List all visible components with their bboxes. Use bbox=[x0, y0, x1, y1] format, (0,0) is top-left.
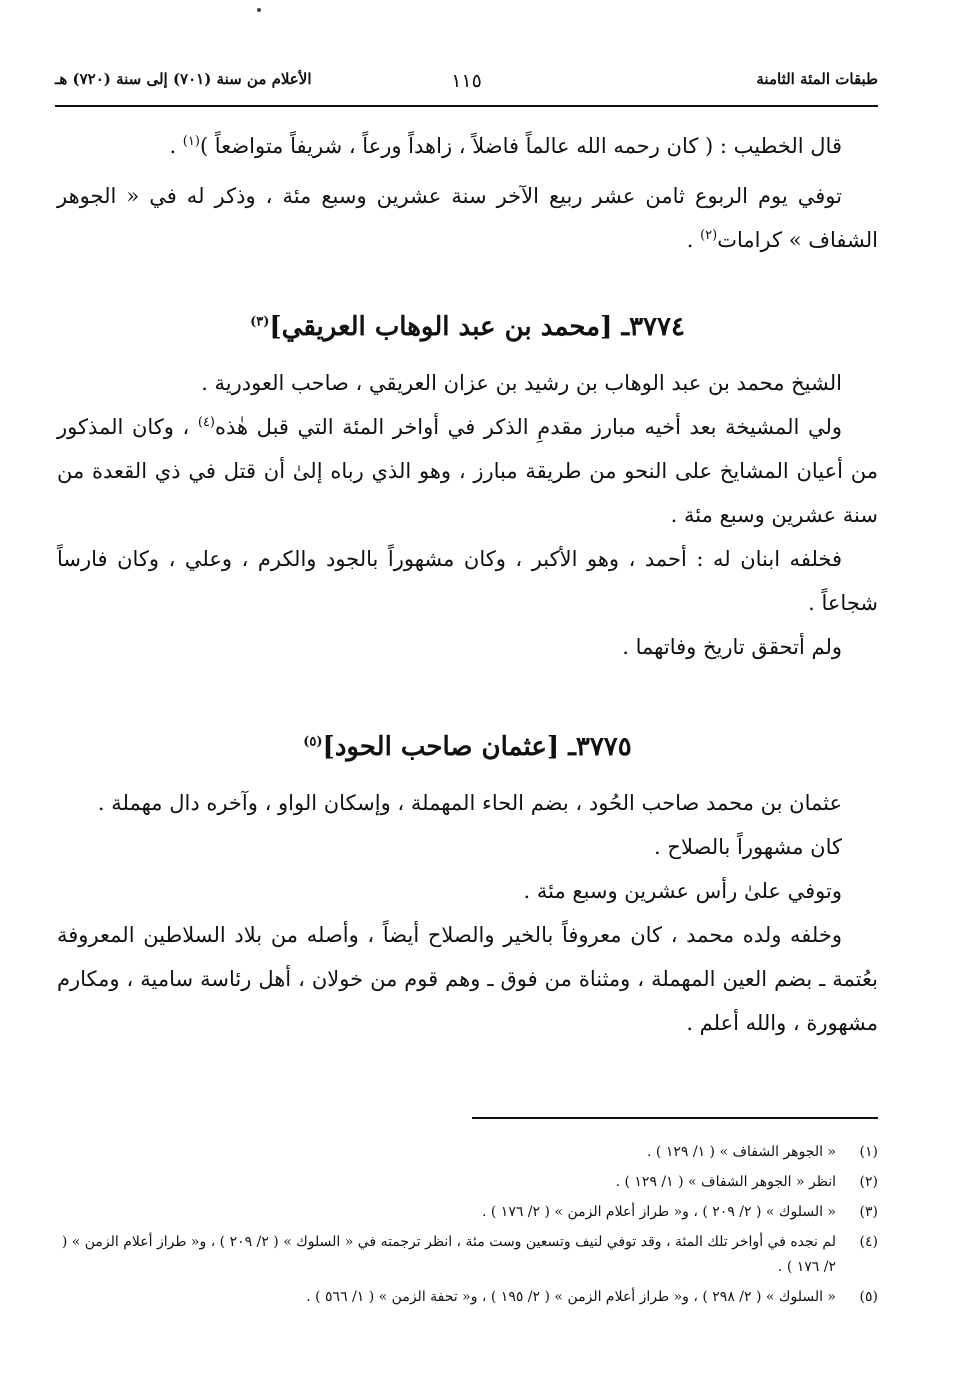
footnote-number: (١) bbox=[859, 1144, 878, 1160]
paragraph: وتوفي علىٰ رأس عشرين وسبع مئة . bbox=[523, 879, 842, 903]
paragraph: عثمان بن محمد صاحب الحُود ، بضم الحاء المهملة ، وإسكان الواو ، وآخره دال مهملة . bbox=[97, 791, 842, 815]
footnote bbox=[57, 1230, 878, 1280]
page-number: ١١٥ bbox=[451, 70, 482, 92]
paragraph: الشيخ محمد بن عبد الوهاب بن رشيد بن عزان العريقي ، صاحب العودرية . bbox=[201, 371, 842, 395]
footnote bbox=[57, 1170, 878, 1195]
footnote-number: (٣) bbox=[859, 1204, 878, 1220]
footnote bbox=[57, 1285, 878, 1310]
paragraph: وخلفه ولده محمد ، كان معروفاً بالخير والصلاح أيضاً ، وأصله من بلاد السلاطين المعروفة بعُتمة ـ بضم العين المهملة ، ومثناة من فوق ـ وهم قوم من خولان ، أهل رئاسة سامية ، ومكارم مشهورة ، والله أعلم . bbox=[57, 923, 878, 1035]
print-speck bbox=[257, 8, 261, 12]
paragraph: ولم أتحقق تاريخ وفاتهما . bbox=[622, 635, 842, 659]
footnote-ref: (٣) bbox=[250, 314, 270, 330]
paragraph: ولي المشيخة بعد أخيه مبارز مقدمِ الذكر في أواخر المئة التي قبل هٰذه$^{(٤)}$ ، وكان المذكور من أعيان المشايخ على النحو من طريقة مبارز ، وهو الذي رباه إلىٰ أن قتل في ذي القعدة من سنة عشرين وسبع مئة . bbox=[57, 415, 878, 527]
paragraph: كان مشهوراً بالصلاح . bbox=[654, 835, 842, 859]
header-rule bbox=[55, 105, 878, 107]
footnote-ref: (٥) bbox=[303, 734, 323, 750]
footnote-rule bbox=[472, 1117, 878, 1119]
running-header bbox=[55, 70, 878, 100]
footnotes bbox=[57, 1140, 878, 1315]
footnote-ref: (١) bbox=[182, 134, 200, 149]
footnote-number: (٥) bbox=[859, 1289, 878, 1305]
footnote-text: « السلوك » ( ٢/ ٢٠٩ ) ، و« طراز أعلام الزمن » ( ٢/ ١٧٦ ) . bbox=[481, 1204, 836, 1220]
entry-3774 bbox=[57, 305, 878, 669]
footnote bbox=[57, 1200, 878, 1225]
footnote-text: انظر « الجوهر الشفاف » ( ١/ ١٢٩ ) . bbox=[615, 1174, 836, 1190]
footnote-number: (٤) bbox=[859, 1234, 878, 1250]
paragraph: قال الخطيب : ( كان رحمه الله عالماً فاضلاً ، زاهداً ورعاً ، شريفاً متواضعاً )$^{(١)}$ . bbox=[169, 134, 842, 158]
paragraph: توفي يوم الربوع ثامن عشر ربيع الآخر سنة عشرين وسبع مئة ، وذكر له في « الجوهر الشفاف » كرامات$^{(٢)}$ . bbox=[57, 184, 878, 252]
footnote-text: « الجوهر الشفاف » ( ١/ ١٢٩ ) . bbox=[647, 1144, 836, 1160]
footnote-ref: (٢) bbox=[700, 228, 718, 243]
footnote bbox=[57, 1140, 878, 1165]
paragraph: فخلفه ابنان له : أحمد ، وهو الأكبر ، وكان مشهوراً بالجود والكرم ، وعلي ، وكان فارساً شجاعاً . bbox=[57, 547, 878, 615]
footnote-ref: (٤) bbox=[197, 415, 215, 430]
entry-3775 bbox=[57, 725, 878, 1045]
entry-heading: ٣٧٧٤ـ [محمد بن عبد الوهاب العريقي]$^{(٣)}$ bbox=[250, 312, 685, 342]
footnote-text: لم نجده في أواخر تلك المئة ، وقد توفي لنيف وتسعين وست مئة ، انظر ترجمته في « السلوك » ( ٢/ ٢٠٩ ) ، و« طراز أعلام الزمن » ( ٢/ ١٧٦ ) . bbox=[61, 1234, 836, 1275]
entry-heading: ٣٧٧٥ـ [عثمان صاحب الحود]$^{(٥)}$ bbox=[303, 732, 632, 762]
header-section-title: طبقات المئة الثامنة bbox=[756, 70, 878, 88]
footnote-number: (٢) bbox=[859, 1174, 878, 1190]
entry-3773-tail bbox=[57, 124, 878, 262]
header-range-title: الأعلام من سنة (٧٠١) إلى سنة (٧٢٠) هـ bbox=[55, 70, 312, 88]
footnote-text: « السلوك » ( ٢/ ٢٩٨ ) ، و« طراز أعلام الزمن » ( ٢/ ١٩٥ ) ، و« تحفة الزمن » ( ١/ ٥٦٦ ) . bbox=[306, 1289, 836, 1305]
